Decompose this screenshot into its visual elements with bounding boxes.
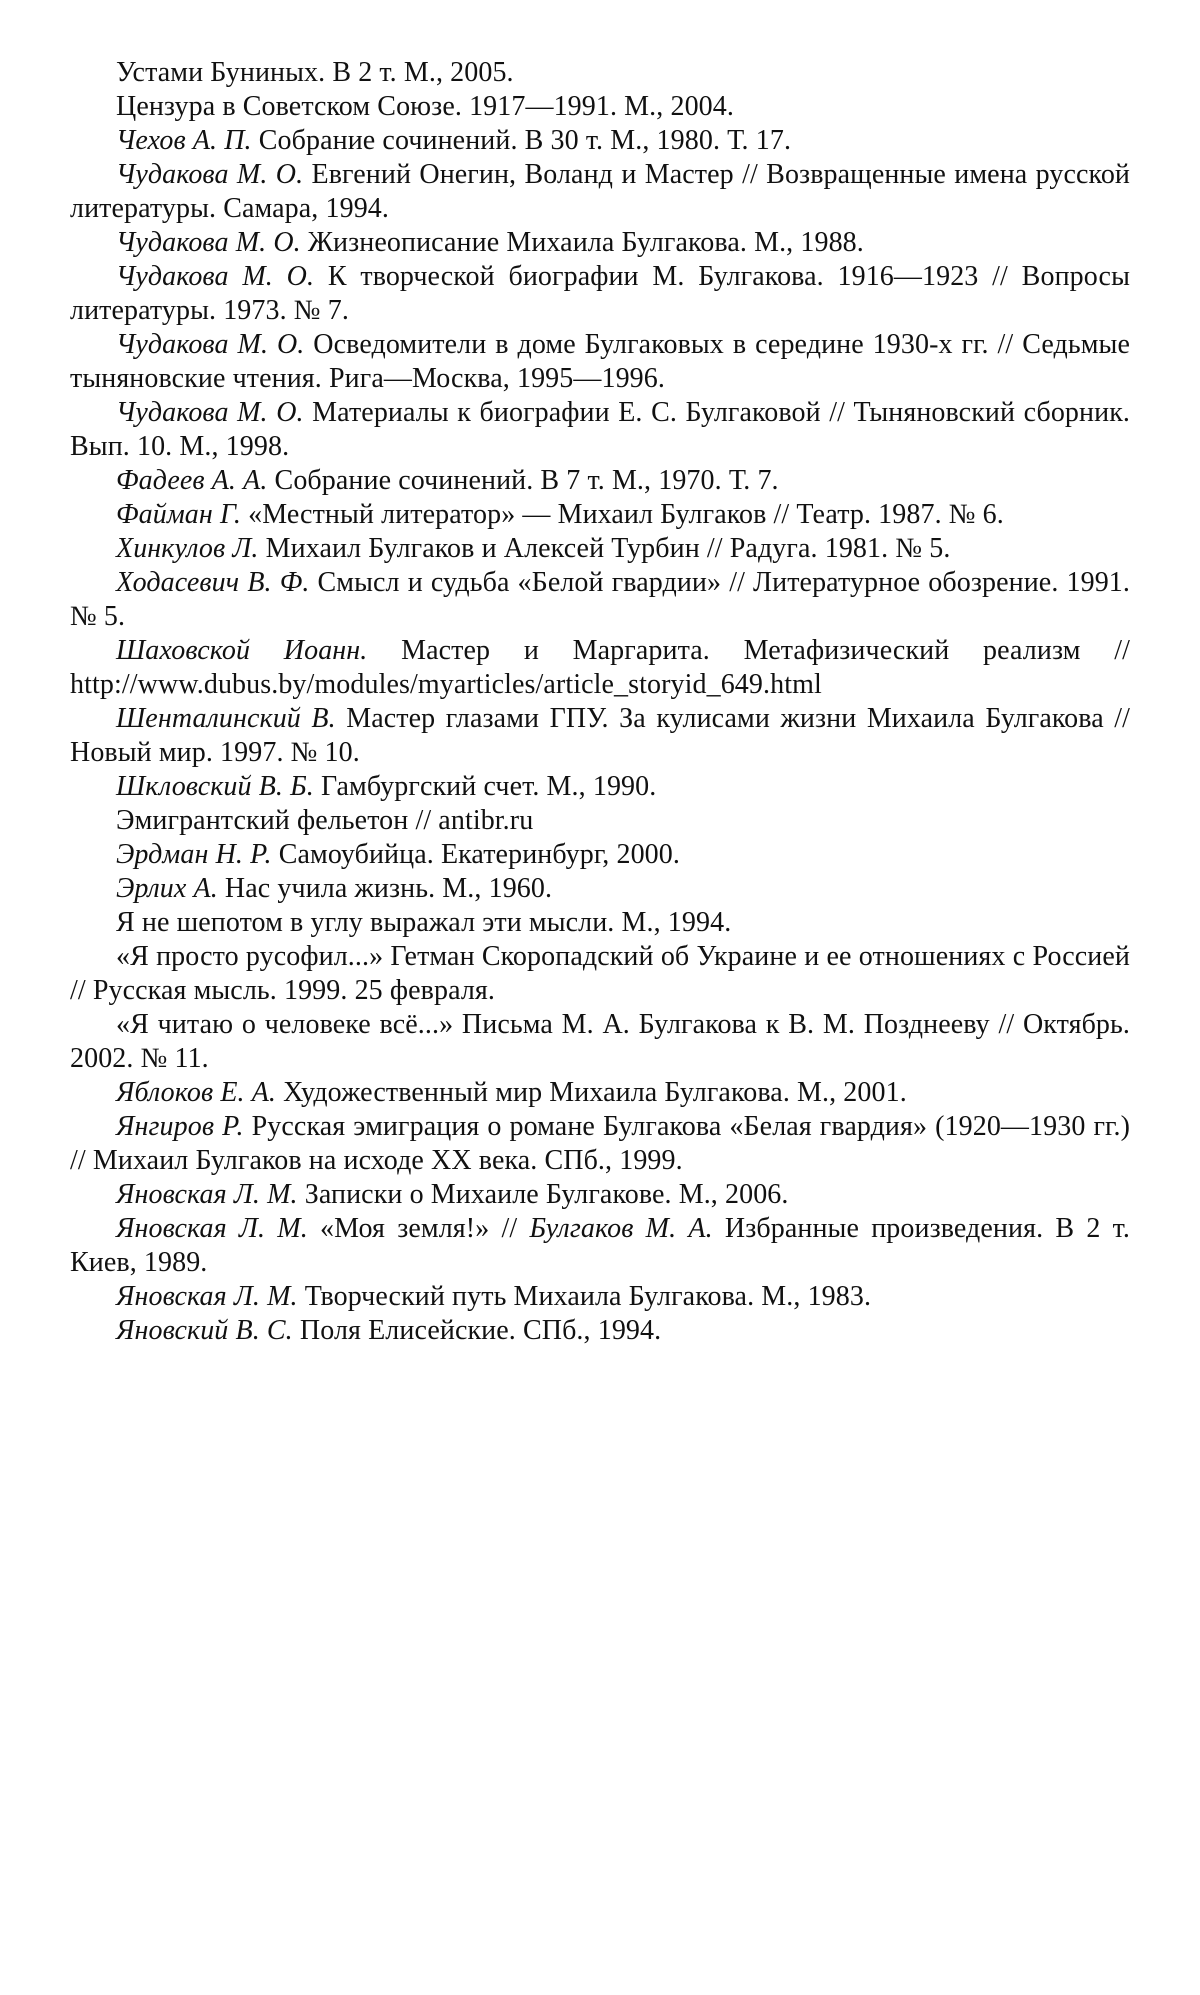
- entry-second-author: Булгаков М. А.: [529, 1213, 713, 1244]
- entry-author: Эрлих А.: [116, 873, 218, 904]
- entry-author: Яновская Л. М.: [116, 1281, 298, 1312]
- entry-author: Яблоков Е. А.: [116, 1077, 277, 1108]
- bibliography-page: [70, 56, 1130, 1348]
- entry-text: Материалы к биографии Е. С. Булгаковой // Тыняновский сборник. Вып. 10. М., 1998.: [70, 397, 1130, 462]
- bibliography-entry: [70, 498, 1130, 532]
- entry-text: Творческий путь Михаила Булгакова. М., 1983.: [297, 1281, 872, 1312]
- bibliography-entry: [70, 226, 1130, 260]
- bibliography-entry: [70, 1212, 1130, 1280]
- entry-text: Устами Буниных. В 2 т. М., 2005.: [116, 57, 514, 88]
- entry-author: Ходасевич В. Ф.: [116, 567, 310, 598]
- entry-author: Шкловский В. Б.: [116, 771, 314, 802]
- entry-text: Михаил Булгаков и Алексей Турбин // Радуга. 1981. № 5.: [258, 533, 951, 564]
- entry-text: Поля Елисейские. СПб., 1994.: [292, 1315, 662, 1346]
- bibliography-entry: [70, 90, 1130, 124]
- bibliography-entry: [70, 328, 1130, 396]
- entry-author: Чудакова М. О.: [116, 227, 301, 258]
- entry-text: «Я просто русофил...» Гетман Скоропадский об Украине и ее отношениях с Россией // Русская мысль. 1999. 25 февраля.: [70, 941, 1130, 1006]
- entry-text: Художественный мир Михаила Булгакова. М., 2001.: [276, 1077, 907, 1108]
- bibliography-entry: [70, 1280, 1130, 1314]
- bibliography-entry: [70, 838, 1130, 872]
- entry-author: Яновская Л. М.: [116, 1179, 298, 1210]
- entry-author: Чудакова М. О.: [116, 159, 304, 190]
- entry-text: Мастер и Маргарита. Метафизический реализм // http://www.dubus.by/modules/myarticles/article_storyid_649.html: [70, 635, 1130, 700]
- bibliography-entry: [70, 940, 1130, 1008]
- entry-text: «Местный литератор» — Михаил Булгаков // Театр. 1987. № 6.: [241, 499, 1004, 530]
- entry-author: Чудакова М. О.: [116, 397, 304, 428]
- entry-text: Я не шепотом в углу выражал эти мысли. М., 1994.: [116, 907, 732, 938]
- bibliography-entry: [70, 702, 1130, 770]
- entry-author: Файман Г.: [116, 499, 241, 530]
- bibliography-entry: [70, 124, 1130, 158]
- entry-text: Осведомители в доме Булгаковых в середине 1930-х гг. // Седьмые тыняновские чтения. Рига—Москва, 1995—1996.: [70, 329, 1130, 394]
- entry-author: Яновский В. С.: [116, 1315, 293, 1346]
- entry-text: Русская эмиграция о романе Булгакова «Белая гвардия» (1920—1930 гг.) // Михаил Булгаков на исходе XX века. СПб., 1999.: [70, 1111, 1130, 1176]
- bibliography-entry: [70, 260, 1130, 328]
- bibliography-entry: [70, 396, 1130, 464]
- entry-text-continued: Избранные произведения. В 2 т. Киев, 1989.: [70, 1213, 1131, 1278]
- entry-author: Чудакова М. О.: [116, 261, 315, 292]
- bibliography-entry: [70, 770, 1130, 804]
- entry-text: Смысл и судьба «Белой гвардии» // Литературное обозрение. 1991. № 5.: [70, 567, 1130, 632]
- entry-text: Собрание сочинений. В 7 т. М., 1970. Т. 7.: [267, 465, 779, 496]
- bibliography-entry: [70, 804, 1130, 838]
- bibliography-entry: [70, 56, 1130, 90]
- bibliography-entry: [70, 634, 1130, 702]
- entry-author: Фадеев А. А.: [116, 465, 268, 496]
- bibliography-entry: [70, 1076, 1130, 1110]
- bibliography-entry: [70, 464, 1130, 498]
- bibliography-entry: [70, 1314, 1130, 1348]
- entry-author: Чехов А. П.: [116, 125, 252, 156]
- entry-text: «Моя земля!» //: [307, 1213, 530, 1244]
- entry-text: Мастер глазами ГПУ. За кулисами жизни Михаила Булгакова // Новый мир. 1997. № 10.: [70, 703, 1130, 768]
- entry-text: Евгений Онегин, Воланд и Мастер // Возвращенные имена русской литературы. Самара, 1994.: [70, 159, 1131, 224]
- entry-text: Цензура в Советском Союзе. 1917—1991. М., 2004.: [116, 91, 734, 122]
- bibliography-entry: [70, 532, 1130, 566]
- bibliography-entry: [70, 566, 1130, 634]
- entry-author: Чудакова М. О.: [116, 329, 305, 360]
- entry-text: «Я читаю о человеке всё...» Письма М. А. Булгакова к В. М. Позднееву // Октябрь. 2002. № 11.: [70, 1009, 1130, 1074]
- entry-author: Шаховской Иоанн.: [116, 635, 368, 666]
- entry-text: Собрание сочинений. В 30 т. М., 1980. Т. 17.: [251, 125, 792, 156]
- bibliography-entry: [70, 1008, 1130, 1076]
- entry-text: Нас учила жизнь. М., 1960.: [217, 873, 553, 904]
- entry-text: Жизнеописание Михаила Булгакова. М., 1988.: [300, 227, 864, 258]
- entry-author: Хинкулов Л.: [116, 533, 259, 564]
- entry-text: Гамбургский счет. М., 1990.: [313, 771, 657, 802]
- bibliography-entry: [70, 1110, 1130, 1178]
- bibliography-entry: [70, 158, 1130, 226]
- bibliography-entry: [70, 906, 1130, 940]
- entry-author: Яновская Л. М.: [116, 1213, 308, 1244]
- bibliography-entry: [70, 1178, 1130, 1212]
- entry-text: К творческой биографии М. Булгакова. 1916—1923 // Вопросы литературы. 1973. № 7.: [70, 261, 1130, 326]
- entry-text: Записки о Михаиле Булгакове. М., 2006.: [297, 1179, 789, 1210]
- entry-text: Эмигрантский фельетон // antibr.ru: [116, 805, 534, 836]
- entry-author: Шенталинский В.: [116, 703, 336, 734]
- bibliography-entry: [70, 872, 1130, 906]
- entry-author: Янгиров Р.: [116, 1111, 244, 1142]
- entry-author: Эрдман Н. Р.: [116, 839, 272, 870]
- entry-text: Самоубийца. Екатеринбург, 2000.: [271, 839, 680, 870]
